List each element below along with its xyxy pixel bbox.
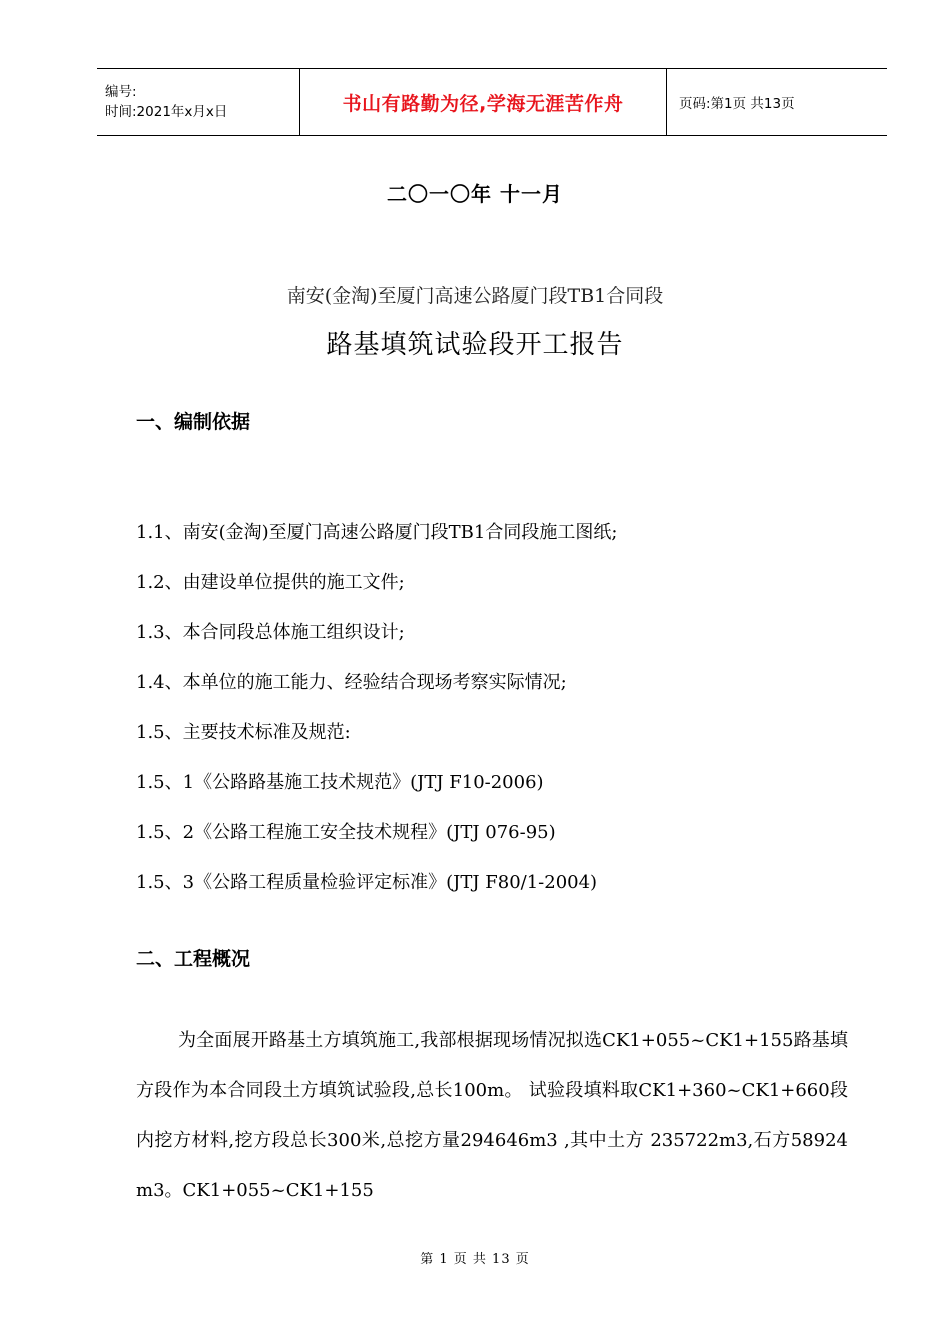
- list-item: 1.5、2《公路工程施工安全技术规程》(JTJ 076-95): [136, 822, 556, 843]
- list-item: 1.5、3《公路工程质量检验评定标准》(JTJ F80/1-2004): [136, 872, 598, 893]
- overview-paragraph: 为全面展开路基土方填筑施工,我部根据现场情况拟选CK1+055~CK1+155路基填方段作为本合同段土方填筑试验段,总长100m。 试验段填料取CK1+360~CK1+660段内挖方材料,挖方段总长300米,总挖方量294646m3 ,其中土方 235722m3,石方58924 m3。CK1+055~CK1+155: [136, 1030, 848, 1201]
- document-subtitle: 南安(金淘)至厦门高速公路厦门段TB1合同段: [286, 285, 664, 307]
- document-time-label: 时间:2021年x月x日: [105, 104, 228, 120]
- page-header: [97, 68, 887, 136]
- list-item: 1.4、本单位的施工能力、经验结合现场考察实际情况;: [136, 672, 567, 693]
- header-page-cell: [667, 69, 887, 135]
- basis-list: [136, 519, 617, 919]
- document-number-label: 编号:: [105, 84, 137, 100]
- header-meta: [97, 69, 299, 135]
- list-item: 1.1、南安(金淘)至厦门高速公路厦门段TB1合同段施工图纸;: [136, 522, 618, 543]
- list-item: 1.3、本合同段总体施工组织设计;: [136, 622, 405, 643]
- header-page-info: 页码:第1页 共13页: [679, 96, 795, 112]
- list-item: 1.5、主要技术标准及规范:: [136, 722, 351, 743]
- list-item: 1.5、1《公路路基施工技术规范》(JTJ F10-2006): [136, 772, 544, 793]
- date-line: 二〇一〇年 十一月: [387, 182, 563, 206]
- header-motto: 书山有路勤为径,学海无涯苦作舟: [342, 92, 624, 115]
- section-heading-basis: 一、编制依据: [136, 411, 251, 433]
- page-footer: 第 1 页 共 13 页: [420, 1252, 530, 1267]
- document-title: 路基填筑试验段开工报告: [326, 330, 624, 360]
- list-item: 1.2、由建设单位提供的施工文件;: [136, 572, 405, 593]
- header-motto-cell: [299, 69, 667, 135]
- section-heading-overview: 二、工程概况: [136, 948, 251, 970]
